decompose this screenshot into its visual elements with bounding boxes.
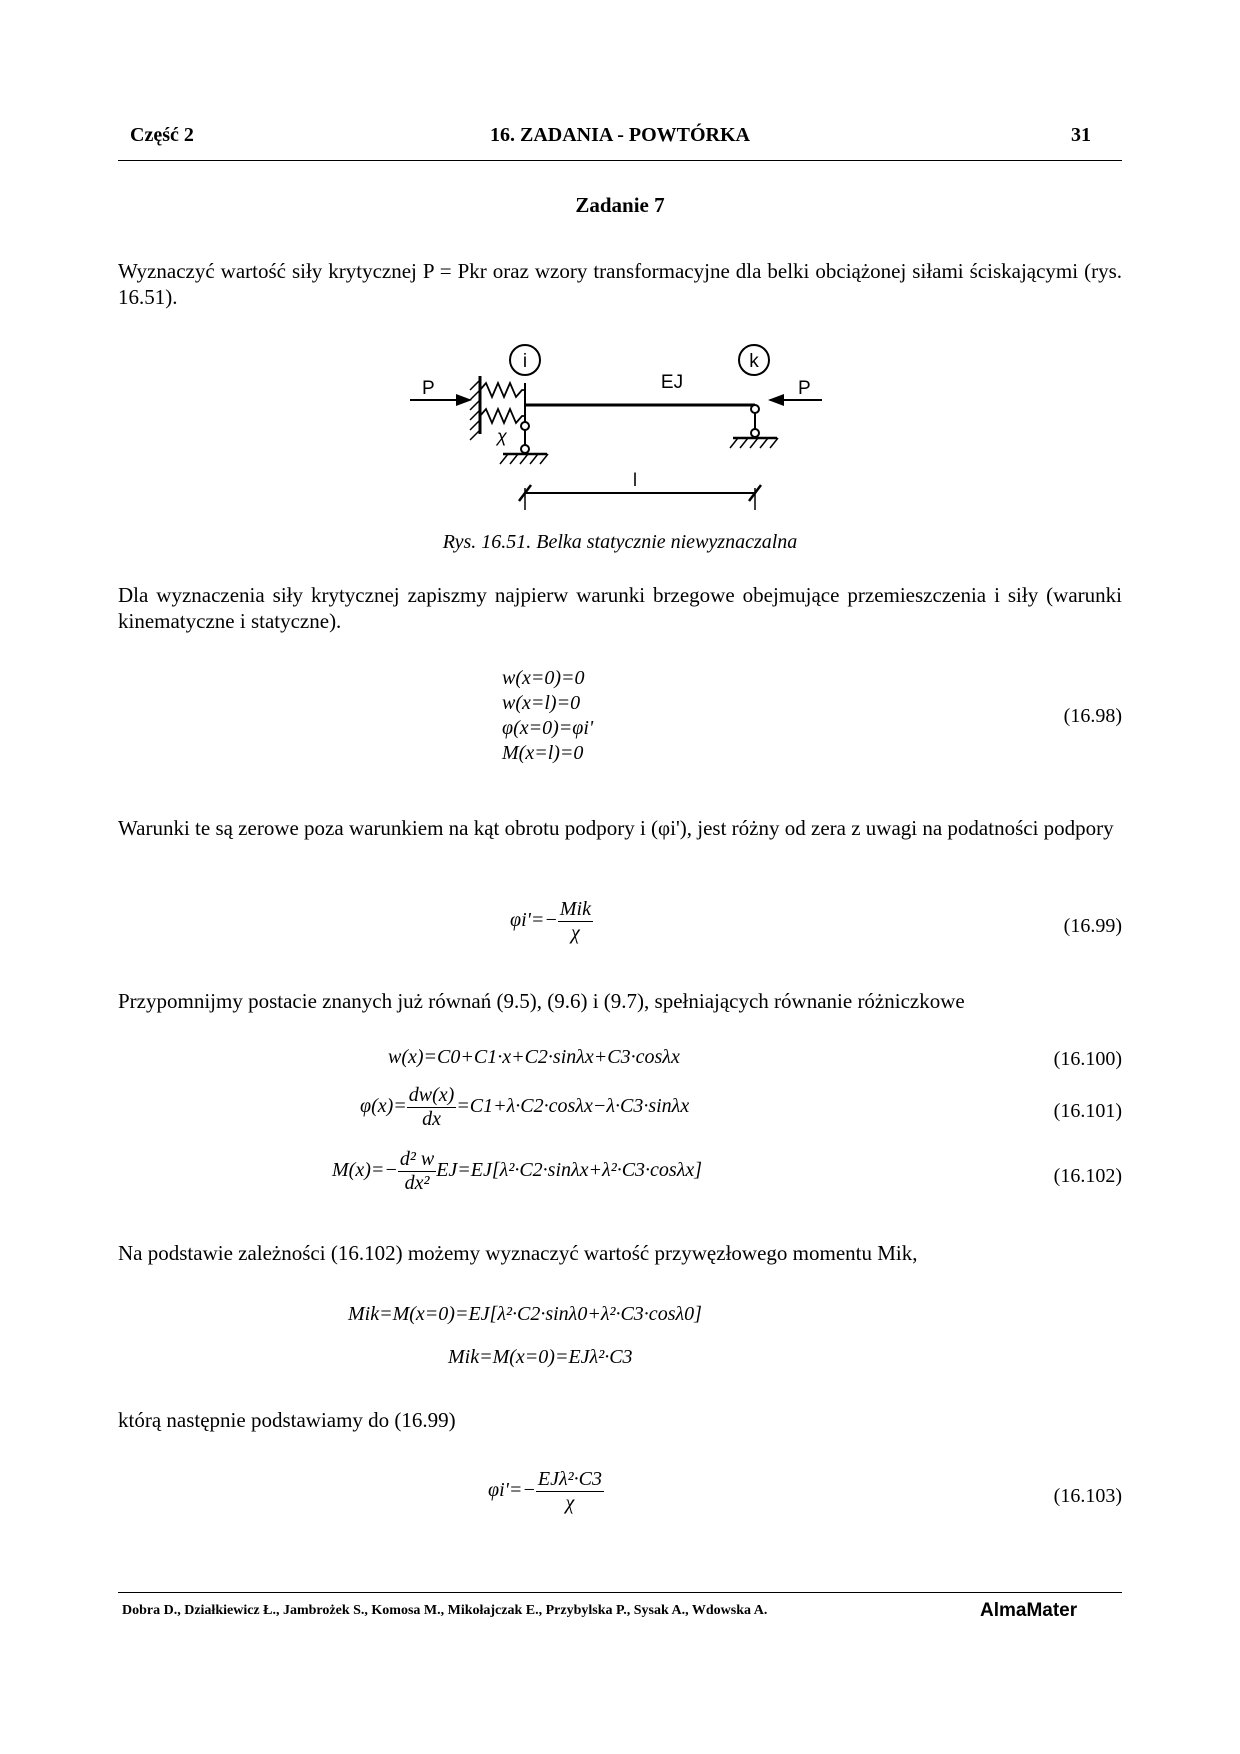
equation-16-103 [488, 1468, 604, 1515]
task-title: Zadanie 7 [575, 193, 665, 217]
spring-lower [480, 409, 525, 423]
eq98-line-4: M(x=l)=0 [502, 742, 584, 764]
eq103-numerator: EJλ²·C3 [537, 1468, 602, 1490]
intro-paragraph: Wyznaczyć wartość siły krytycznej P = Pkr oraz wzory transformacyjne dla belki obciążonej siłami ściskającymi (rys. 16.51). [118, 259, 1122, 309]
eq102-denominator: dx² [404, 1172, 430, 1194]
footer-authors: Dobra D., Działkiewicz Ł., Jambrożek S., Komosa M., Mikołajczak E., Przybylska P., Sysak A., Wdowska A. [122, 1603, 768, 1618]
equation-16-100: w(x)=C0+C1·x+C2·sinλx+C3·cosλx [388, 1046, 680, 1068]
eq103-denominator: χ [565, 1492, 575, 1514]
eq101-rhs: =C1+λ·C2·cosλx−λ·C3·sinλx [456, 1095, 690, 1118]
equation-mik-1: Mik=M(x=0)=EJ[λ²·C2·sinλ0+λ²·C3·cosλ0] [348, 1303, 702, 1325]
force-arrowhead-left [456, 394, 472, 406]
paragraph-support-rotation: Warunki te są zerowe poza warunkiem na kąt obrotu podpory i (φi'), jest różny od zera z uwagi na podatności podpory [118, 816, 1114, 840]
equation-16-99 [510, 898, 593, 945]
eq99-numerator: Mik [559, 898, 591, 920]
force-label-left: P [422, 378, 435, 399]
header-chapter: 16. ZADANIA - POWTÓRKA [489, 124, 750, 146]
paragraph-substitute: którą następnie podstawiamy do (16.99) [118, 1408, 456, 1432]
eq98-line-2: w(x=l)=0 [502, 692, 581, 714]
eq99-lhs: φi'=− [510, 909, 558, 932]
equation-number-16-99: (16.99) [1063, 915, 1122, 937]
equation-number-16-102: (16.102) [1053, 1165, 1122, 1187]
length-label: l [633, 470, 637, 490]
stiffness-label: EJ [660, 372, 684, 393]
eq103-lhs: φi'=− [488, 1479, 536, 1502]
spring-label: χ [497, 426, 507, 446]
eq101-lhs: φ(x)= [360, 1095, 407, 1118]
paragraph-recall-equations: Przypomnijmy postacie znanych już równań (9.5), (9.6) i (9.7), spełniających równanie różniczkowe [118, 989, 965, 1013]
right-support-pin [751, 405, 759, 413]
eq98-line-3: φ(x=0)=φi' [502, 717, 594, 739]
equation-number-16-103: (16.103) [1053, 1485, 1122, 1507]
node-k-label: k [749, 351, 759, 372]
beam-figure [400, 338, 840, 518]
eq102-rhs: EJ=EJ[λ²·C2·sinλx+λ²·C3·cosλx] [436, 1159, 703, 1182]
paragraph-boundary-conditions: Dla wyznaczenia siły krytycznej zapiszmy najpierw warunki brzegowe obejmujące przemieszczenia i siły (warunki kinematyczne i statyczne). [118, 583, 1122, 633]
equation-16-98 [502, 666, 593, 766]
force-label-right: P [798, 378, 811, 399]
footer-rule [118, 1592, 1122, 1593]
header-rule [118, 160, 1122, 161]
equation-number-16-101: (16.101) [1053, 1100, 1122, 1122]
equation-16-101 [360, 1084, 689, 1131]
header-part: Część 2 [130, 124, 194, 146]
left-support-pin [521, 422, 529, 430]
eq101-numerator: dw(x) [408, 1084, 455, 1106]
equation-16-102 [332, 1148, 702, 1195]
force-arrowhead-right [768, 394, 784, 406]
eq102-numerator: d² w [399, 1148, 435, 1170]
page-number: 31 [1071, 124, 1091, 146]
eq98-line-1: w(x=0)=0 [502, 667, 585, 689]
equation-mik-2: Mik=M(x=0)=EJλ²·C3 [448, 1346, 633, 1368]
eq101-denominator: dx [422, 1108, 441, 1130]
node-i-label: i [522, 351, 528, 372]
equation-number-16-100: (16.100) [1053, 1048, 1122, 1070]
paragraph-moment: Na podstawie zależności (16.102) możemy wyznaczyć wartość przywęzłowego momentu Mik, [118, 1241, 918, 1265]
equation-number-16-98: (16.98) [1063, 705, 1122, 727]
spring-upper [480, 383, 525, 397]
footer-brand-logo: AlmaMater [980, 1600, 1078, 1621]
eq99-denominator: χ [571, 922, 580, 944]
figure-caption: Rys. 16.51. Belka statycznie niewyznaczalna [442, 531, 798, 553]
eq102-lhs: M(x)=− [332, 1159, 398, 1182]
